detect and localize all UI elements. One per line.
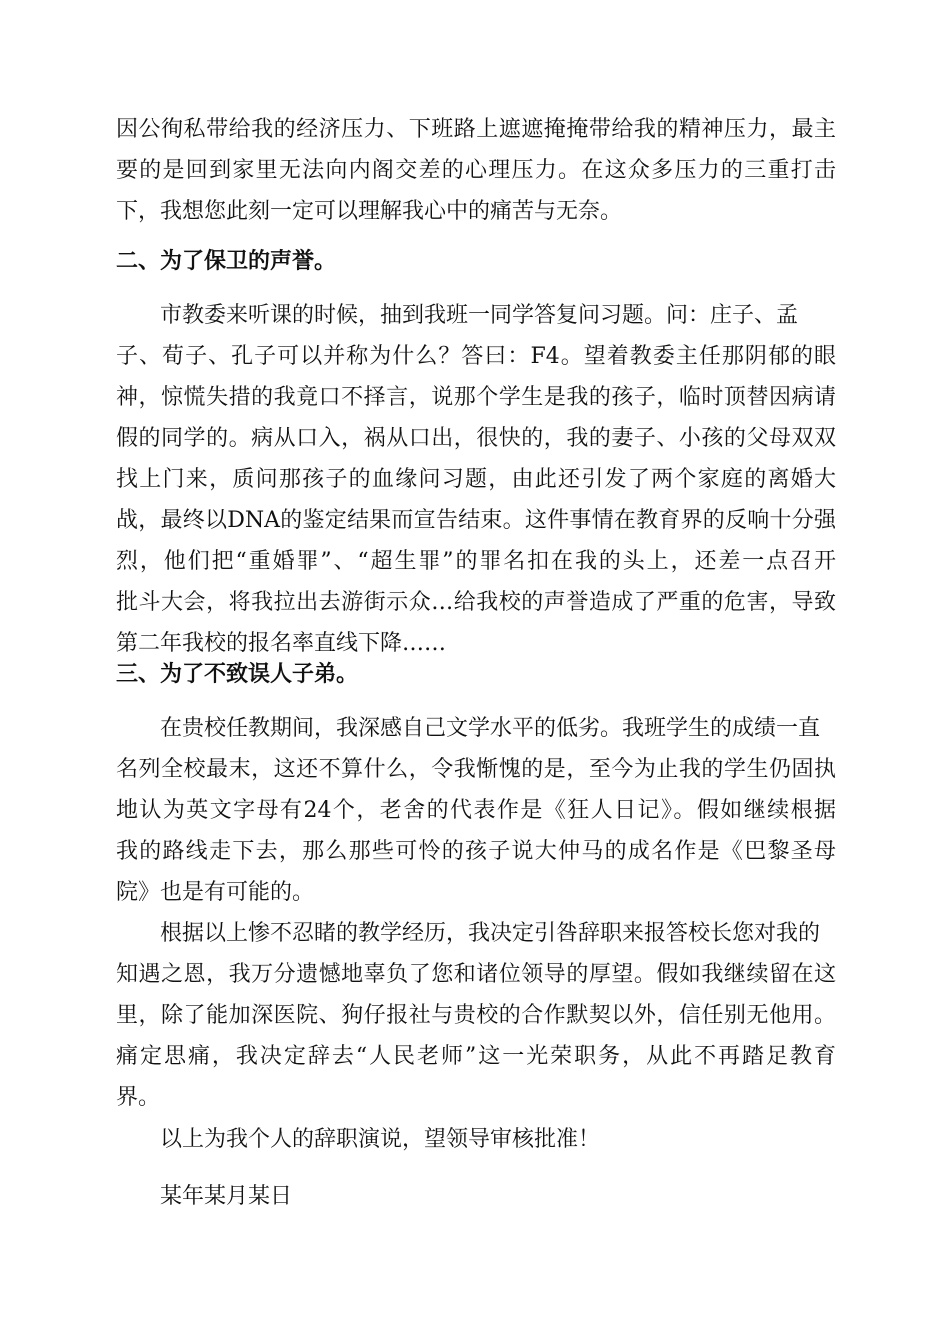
text-line: 要的是回到家里无法向内阁交差的心理压力。在这众多压力的三重打击 bbox=[116, 158, 836, 183]
paragraph-reputation bbox=[116, 295, 836, 664]
paragraph-resignation bbox=[116, 913, 836, 1118]
text-line: 在贵校任教期间，我深感自己文学水平的低劣。我班学生的成绩一直 bbox=[160, 716, 821, 741]
text-line: 市教委来听课的时候，抽到我班一同学答复问习题。问：庄子、孟 bbox=[160, 303, 799, 328]
text-line: 子、荀子、孔子可以并称为什么？答曰：F4。望着教委主任那阴郁的眼 bbox=[116, 344, 836, 369]
section-heading-reputation: 二、为了保卫的声誉。 bbox=[116, 249, 337, 274]
text-line: 下，我想您此刻一定可以理解我心中的痛苦与无奈。 bbox=[116, 199, 623, 224]
text-line: 里，除了能加深医院、狗仔报社与贵校的合作默契以外，信任别无他用。 bbox=[116, 1003, 836, 1028]
text-line: 我的路线走下去，那么那些可怜的孩子说大仲马的成名作是《巴黎圣母 bbox=[116, 839, 836, 864]
section-heading-students: 三、为了不致误人子弟。 bbox=[116, 662, 359, 687]
date-line bbox=[116, 1176, 836, 1217]
text-line: 战，最终以DNA的鉴定结果而宣告结束。这件事情在教育界的反响十分强 bbox=[116, 508, 836, 533]
text-line: 因公徇私带给我的经济压力、下班路上遮遮掩掩带给我的精神压力，最主 bbox=[116, 117, 836, 142]
text-line: 根据以上惨不忍睹的教学经历，我决定引咎辞职来报答校长您对我的 bbox=[160, 921, 821, 946]
text-line: 批斗大会，将我拉出去游街示众…给我校的声誉造成了严重的危害，导致 bbox=[116, 590, 836, 615]
text-line: 第二年我校的报名率直线下降…… bbox=[116, 631, 447, 656]
text-line: 烈，他们把“重婚罪”、“超生罪”的罪名扣在我的头上，还差一点召开 bbox=[116, 549, 836, 574]
paragraph-pressure bbox=[116, 109, 836, 232]
text-line: 知遇之恩，我万分遗憾地辜负了您和诸位领导的厚望。假如我继续留在这 bbox=[116, 962, 836, 987]
paragraph-students bbox=[116, 708, 836, 913]
text-line: 神，惊慌失措的我竟口不择言，说那个学生是我的孩子，临时顶替因病请 bbox=[116, 385, 836, 410]
text-line: 以上为我个人的辞职演说，望领导审核批准！ bbox=[160, 1127, 601, 1152]
text-line: 假的同学的。病从口入，祸从口出，很快的，我的妻子、小孩的父母双双 bbox=[116, 426, 836, 451]
text-line: 痛定思痛，我决定辞去“人民老师”这一光荣职务，从此不再踏足教育 bbox=[116, 1044, 836, 1069]
text-line: 界。 bbox=[116, 1085, 161, 1110]
text-line: 名列全校最末，这还不算什么，令我惭愧的是，至今为止我的学生仍固执 bbox=[116, 757, 836, 782]
text-line: 找上门来，质问那孩子的血缘问习题，由此还引发了两个家庭的离婚大 bbox=[116, 467, 836, 492]
text-line: 院》也是有可能的。 bbox=[116, 880, 315, 905]
text-line: 地认为英文字母有24个，老舍的代表作是《狂人日记》。假如继续根据 bbox=[116, 798, 836, 823]
paragraph-closing bbox=[116, 1119, 836, 1160]
text-line: 某年某月某日 bbox=[160, 1184, 293, 1209]
